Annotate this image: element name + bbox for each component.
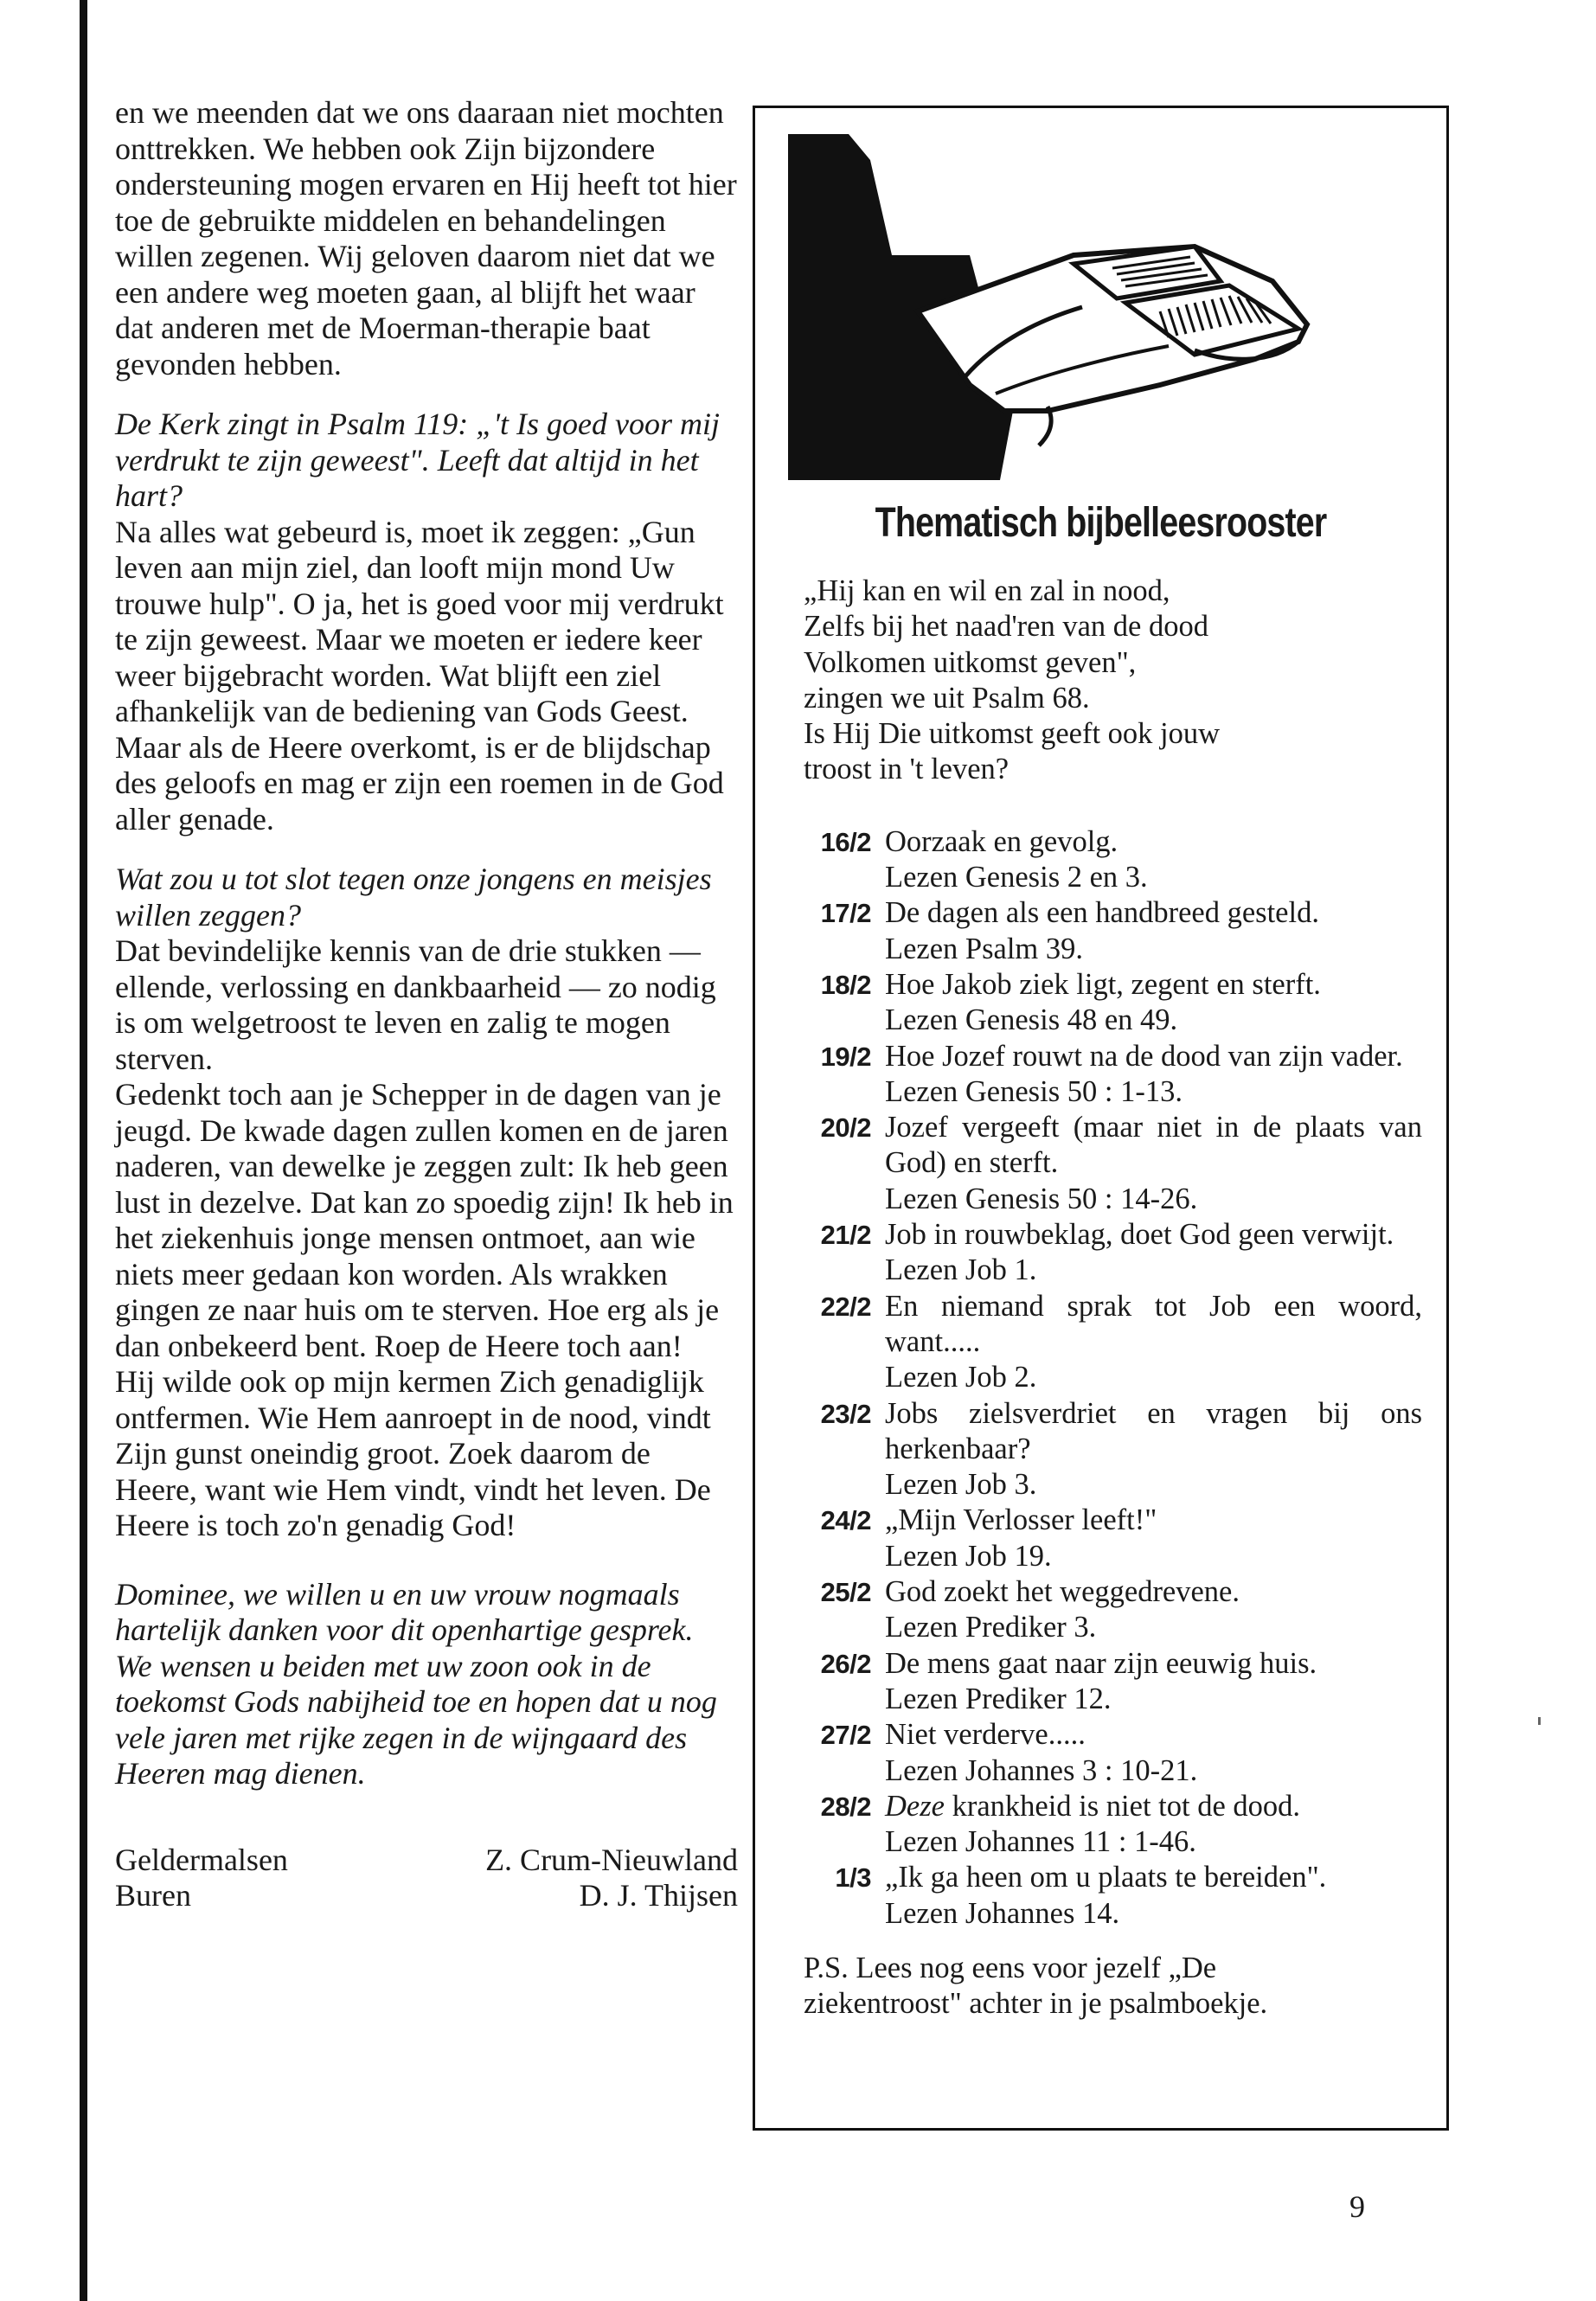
intro-line: Is Hij Die uitkomst geeft ook jouw [804, 717, 1221, 751]
entry-text: Job in rouwbeklag, doet God geen verwijt. [885, 1218, 1394, 1252]
binding-edge [80, 0, 87, 2301]
schedule-entry [804, 895, 1422, 967]
schedule-entry [804, 1717, 1422, 1789]
entry-reading: Lezen Johannes 11 : 1-46. [885, 1825, 1196, 1859]
intro-line: „Hij kan en wil en zal in nood, [804, 574, 1170, 607]
entry-date: 21/2 [820, 1220, 871, 1251]
signature-name: D. J. Thijsen [579, 1878, 738, 1913]
intro-line: Zelfs bij het naad'ren van de dood [804, 610, 1208, 644]
entry-date: 28/2 [820, 1791, 871, 1822]
entry-reading: Lezen Job 1. [885, 1253, 1037, 1287]
entry-text: De dagen als een handbreed gesteld. [885, 896, 1319, 930]
schedule-title: Thematisch bijbelleesrooster [875, 500, 1327, 546]
entry-date: 24/2 [820, 1505, 871, 1536]
entry-text: De mens gaat naar zijn eeuwig huis. [885, 1646, 1317, 1680]
entry-reading: Lezen Johannes 14. [885, 1896, 1120, 1930]
entry-reading: Lezen Johannes 3 : 10-21. [885, 1753, 1198, 1787]
entry-text: Niet verderve..... [885, 1718, 1086, 1752]
schedule-entry [804, 1574, 1422, 1646]
entry-date: 25/2 [820, 1577, 871, 1608]
signature-place: Geldermalsen [115, 1842, 288, 1877]
postscript-line: ziekentroost" achter in je psalmboekje. [804, 1987, 1268, 2021]
entry-reading: Lezen Psalm 39. [885, 932, 1083, 965]
page-number: 9 [1349, 2189, 1365, 2224]
schedule-entry [804, 1110, 1422, 1217]
entry-reading: Lezen Genesis 48 en 49. [885, 1003, 1178, 1037]
closing-remark: Dominee, we willen u en uw vrouw nogmaals hartelijk danken voor dit openhartige gesprek. We wensen u beiden met uw zoon ook in de toekomst Gods nabijheid toe en hopen dat u nog vele jaren met rijke zegen in de wijngaard des Heeren mag dienen. [115, 1576, 717, 1791]
schedule-body [804, 574, 1422, 2022]
schedule-entry [804, 1646, 1422, 1718]
entry-text: Oorzaak en gevolg. [885, 824, 1118, 858]
entry-date: 22/2 [820, 1291, 871, 1322]
open-bible-icon [788, 125, 1316, 480]
article-paragraph: Dat bevindelijke kennis van de drie stukken — ellende, verlossing en dankbaarheid — zo nodig is om welgetroost te leven en zalig te mogen sterven. [115, 933, 716, 1076]
schedule-entry [804, 1789, 1422, 1861]
schedule-entry [804, 967, 1422, 1039]
signature-name: Z. Crum-Nieuwland [485, 1842, 738, 1877]
signature-block [115, 1843, 738, 1914]
entry-date: 23/2 [820, 1398, 871, 1429]
entry-text: Jozef vergeeft (maar niet in de plaats van God) en sterft. [885, 1111, 1422, 1180]
interview-question: De Kerk zingt in Psalm 119: „'t Is goed voor mij verdrukt te zijn geweest". Leeft dat altijd in het hart? [115, 407, 720, 513]
entry-date: 26/2 [820, 1648, 871, 1679]
entry-reading: Lezen Job 19. [885, 1539, 1052, 1573]
intro-line: zingen we uit Psalm 68. [804, 681, 1090, 715]
intro-line: Volkomen uitkomst geven", [804, 645, 1137, 679]
schedule-entry [804, 1860, 1422, 1932]
entry-date: 1/3 [835, 1862, 871, 1894]
schedule-entry [804, 1396, 1422, 1503]
entry-date: 19/2 [820, 1041, 871, 1072]
entry-reading: Lezen Genesis 50 : 1-13. [885, 1074, 1183, 1108]
postscript-line: P.S. Lees nog eens voor jezelf „De [804, 1951, 1217, 1984]
entry-date: 20/2 [820, 1112, 871, 1144]
schedule-entry [804, 1503, 1422, 1574]
entry-text: God zoekt het weggedrevene. [885, 1575, 1240, 1609]
intro-line: troost in 't leven? [804, 753, 1010, 786]
schedule-entry [804, 824, 1422, 896]
entry-reading: Lezen Prediker 12. [885, 1682, 1112, 1715]
entry-date: 27/2 [820, 1720, 871, 1751]
reading-schedule-box [753, 106, 1449, 2131]
article-paragraph: en we meenden dat we ons daaraan niet mochten onttrekken. We hebben ook Zijn bijzondere ondersteuning mogen ervaren en Hij heeft tot hier toe de gebruikte middelen en behandelingen willen zegenen. Wij geloven daarom niet dat we een andere weg moeten gaan, al blijft het waar dat anderen met de Moerman-therapie baat gevonden hebben. [115, 95, 737, 381]
entry-text: „Mijn Verlosser leeft!" [885, 1503, 1157, 1537]
interview-question: Wat zou u tot slot tegen onze jongens en meisjes willen zeggen? [115, 862, 712, 933]
intro-verse [804, 574, 1422, 788]
entry-text-rest: krankheid is niet tot de dood. [944, 1789, 1301, 1823]
entry-text: Hoe Jakob ziek ligt, zegent en sterft. [885, 967, 1321, 1001]
entry-date: 18/2 [820, 969, 871, 1000]
entry-reading: Lezen Job 2. [885, 1361, 1037, 1394]
article-paragraph: Hij wilde ook op mijn kermen Zich genadiglijk ontfermen. Wie Hem aanroept in de nood, vindt Zijn gunst oneindig groot. Zoek daarom de Heere, want wie Hem vindt, vindt het leven. De Heere is toch zo'n genadig God! [115, 1364, 711, 1542]
scan-speck [1538, 1717, 1541, 1725]
entry-reading: Lezen Job 3. [885, 1468, 1037, 1502]
entry-text: En niemand sprak tot Job een woord, want..... [885, 1289, 1422, 1358]
schedule-entry [804, 1039, 1422, 1111]
entry-reading: Lezen Genesis 2 en 3. [885, 861, 1148, 894]
article-paragraph: Na alles wat gebeurd is, moet ik zeggen: „Gun leven aan mijn ziel, dan looft mijn mond Uw trouwe hulp". O ja, het is goed voor mij verdrukt te zijn geweest. Maar we moeten er iedere keer weer bijgebracht worden. Wat blijft een ziel afhankelijk van de bediening van Gods Geest. Maar als de Heere overkomt, is er de blijdschap des geloofs en mag er zijn een roemen in de God aller genade. [115, 514, 724, 836]
article-paragraph: Gedenkt toch aan je Schepper in de dagen van je jeugd. De kwade dagen zullen komen en de jaren naderen, van dewelke je zeggen zult: Ik heb geen lust in dezelve. Dat kan zo spoedig zijn! Ik heb in het ziekenhuis jonge mensen ontmoet, aan wie niets meer gedaan kon worden. Als wrakken gingen ze naar huis om te sterven. Hoe erg als je dan onbekeerd bent. Roep de Heere toch aan! [115, 1077, 734, 1363]
schedule-entry [804, 1289, 1422, 1396]
entry-text: „Ik ga heen om u plaats te bereiden". [885, 1861, 1327, 1894]
entry-text: Hoe Jozef rouwt na de dood van zijn vader. [885, 1039, 1403, 1073]
entry-date: 16/2 [820, 826, 871, 857]
schedule-entries [804, 824, 1422, 1932]
entry-text [885, 1789, 1422, 1824]
entry-date: 17/2 [820, 898, 871, 929]
article-column [115, 95, 738, 1914]
signature-place: Buren [115, 1878, 191, 1913]
entry-text: Jobs zielsverdriet en vragen bij ons herkenbaar? [885, 1396, 1422, 1465]
schedule-entry [804, 1217, 1422, 1289]
postscript [804, 1951, 1422, 2022]
entry-reading: Lezen Prediker 3. [885, 1611, 1097, 1644]
entry-reading: Lezen Genesis 50 : 14-26. [885, 1182, 1198, 1215]
entry-emphasis: Deze [885, 1789, 945, 1823]
